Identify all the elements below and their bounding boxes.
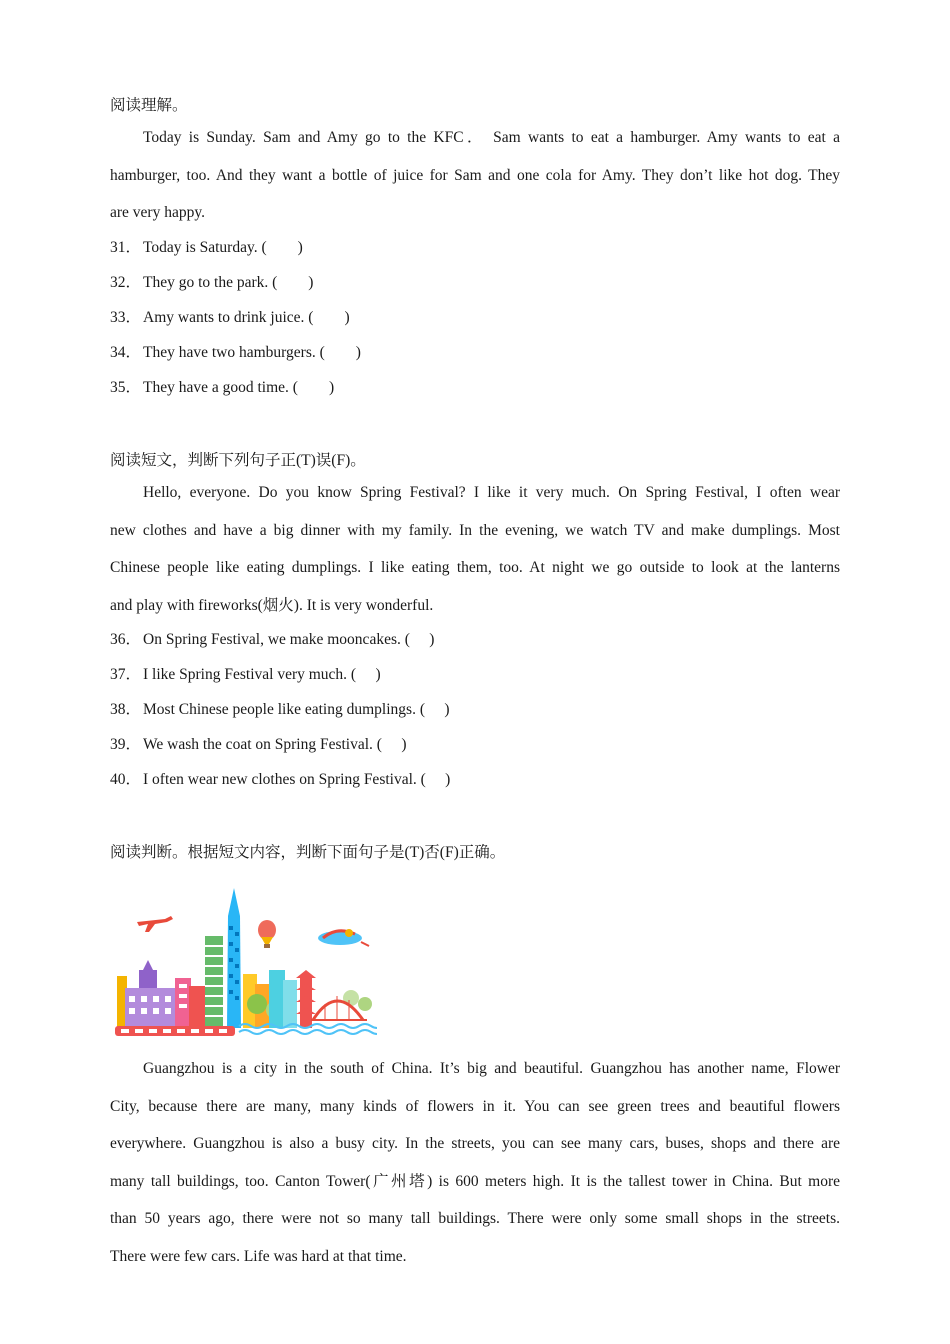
question-38: 38． Most Chinese people like eating dumplings. ( ) [110,701,450,718]
passage-line: Chinese people like eating dumplings. I like eating them, too. At night we go outside to look at the lanterns [110,559,840,576]
section3-passage [110,1050,840,1275]
question-31: 31． Today is Saturday. ( ) [110,239,303,256]
passage-line: City, because there are many, many kinds of flowers in it. You can see green trees and beautiful flowers [110,1097,840,1115]
question-32: 32． They go to the park. ( ) [110,274,314,291]
passage-line: hamburger, too. And they want a bottle of juice for Sam and one cola for Amy. They don’t like hot dog. They [110,166,840,184]
hot-air-balloon-icon [258,920,276,948]
passage-line: and play with fireworks(烟火). It is very wonderful. [110,596,434,614]
passage-line: Today is Sunday. Sam and Amy go to the KFC． Sam wants to eat a hamburger. Amy wants to eat a [143,129,840,146]
passage-line: new clothes and have a big dinner with my family. In the evening, we watch TV and make dumplings. Most [110,521,840,539]
passage-line: everywhere. Guangzhou is also a busy city. In the streets, you can see many cars, buses, shops and there are [110,1135,840,1152]
passage-line: Hello, everyone. Do you know Spring Festival? I like it very much. On Spring Festival, I often wear [143,484,840,501]
question-40: 40． I often wear new clothes on Spring Festival. ( ) [110,771,451,788]
question-39: 39． We wash the coat on Spring Festival. ( ) [110,736,407,753]
passage-line: There were few cars. Life was hard at that time. [110,1247,407,1265]
question-37: 37． I like Spring Festival very much. ( ) [110,666,381,683]
question-33: 33． Amy wants to drink juice. ( ) [110,309,350,326]
question-35: 35． They have a good time. ( ) [110,379,335,396]
airplane-icon [137,916,173,932]
section3-instruction: 阅读判断。根据短文内容，判断下面句子是(T)否(F)正确。 [110,844,506,861]
section1-instruction: 阅读理解。 [110,97,188,114]
section2-passage [110,474,840,624]
guangzhou-skyline-illustration [115,886,377,1038]
passage-line: are very happy. [110,204,205,221]
kite-icon [318,929,369,946]
passage-line: many tall buildings, too. Canton Tower(广州塔) is 600 meters high. It is the tallest tower in China. But more [110,1172,840,1190]
passage-line: than 50 years ago, there were not so many tall buildings. There were only some small shops in the streets. [110,1210,840,1227]
question-36: 36． On Spring Festival, we make mooncakes. ( ) [110,631,435,648]
section1-passage [110,119,840,232]
question-34: 34． They have two hamburgers. ( ) [110,344,361,361]
passage-line: Guangzhou is a city in the south of China. It’s big and beautiful. Guangzhou has another name, Flower [143,1060,840,1077]
section2-instruction: 阅读短文，判断下列句子正(T)误(F)。 [110,452,366,469]
